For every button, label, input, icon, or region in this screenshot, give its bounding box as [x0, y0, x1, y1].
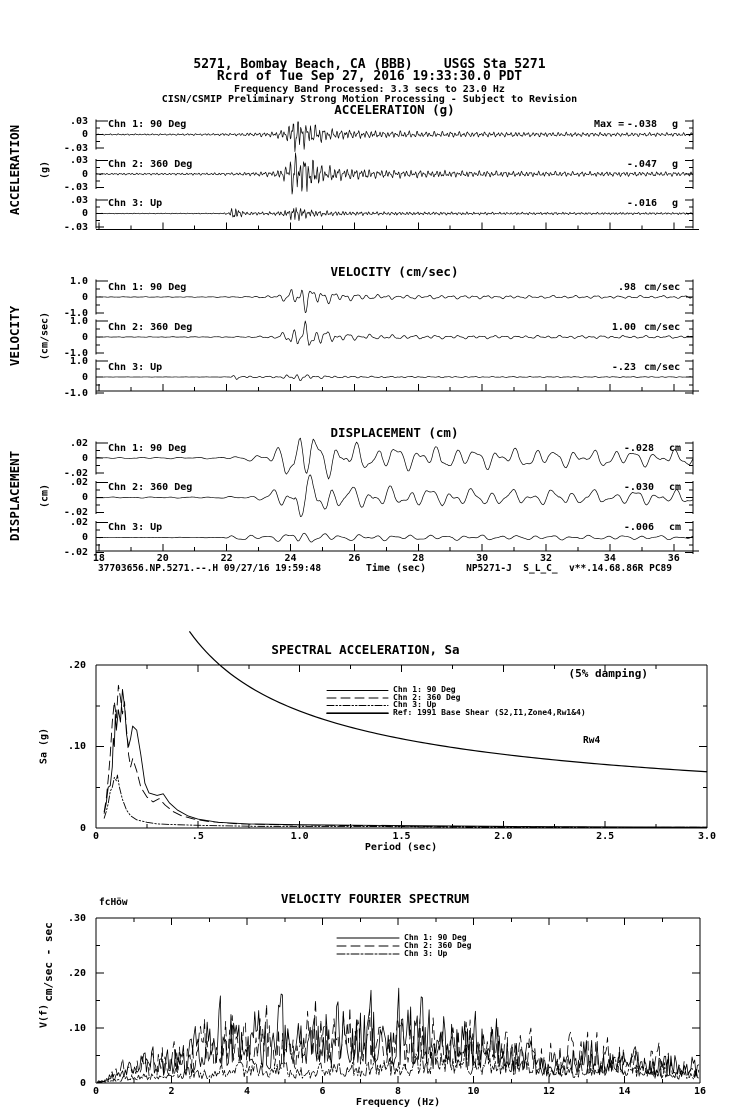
y-tick-label: 0	[81, 291, 88, 303]
fourier-x-tick-label: 2	[168, 1086, 175, 1097]
max-unit: cm	[669, 482, 682, 493]
y-tick-label: -.03	[63, 142, 88, 154]
y-tick-label: 0	[81, 371, 88, 383]
velocity-title: VELOCITY (cm/sec)	[330, 264, 459, 279]
fourier-x-tick-label: 8	[394, 1086, 402, 1097]
max-unit: cm	[669, 442, 682, 454]
max-unit: g	[672, 198, 679, 209]
sa-damping-note: (5% damping)	[568, 667, 648, 680]
y-tick-label: 0	[81, 532, 88, 543]
sa-x-tick-label: 1.5	[392, 831, 411, 842]
fourier-x-tick-label: 14	[618, 1086, 631, 1097]
sa-y-tick-label: 0	[79, 822, 86, 834]
sa-legend-label: Chn 1: 90 Deg	[393, 685, 456, 694]
max-unit: g	[672, 158, 679, 170]
fourier-x-tick-label: 16	[693, 1086, 707, 1097]
x-tick-label: 22	[220, 553, 233, 564]
acceleration-unit-label: (g)	[39, 160, 51, 180]
y-tick-label: 1.0	[69, 275, 88, 287]
sa-x-tick-label: 2.5	[596, 831, 615, 842]
channel-label: Chn 2: 360 Deg	[108, 321, 193, 333]
sa-ylabel: Sa (g)	[38, 727, 50, 765]
max-prefix: Max =	[594, 119, 625, 130]
max-unit: cm/sec	[644, 321, 681, 333]
sa-x-tick-label: 2.0	[494, 831, 513, 842]
max-value: .98	[617, 281, 636, 293]
max-value: -.23	[611, 361, 636, 373]
y-tick-label: 1.0	[69, 315, 88, 327]
time-axis-label: Time (sec)	[365, 563, 427, 574]
y-tick-label: .02	[69, 437, 88, 449]
fourier-ylabel-vf: V(f)	[38, 1003, 50, 1029]
x-tick-label: 34	[603, 553, 616, 564]
y-tick-label: -1.0	[63, 347, 88, 359]
displacement-title: DISPLACEMENT (cm)	[330, 425, 459, 440]
fourier-legend-label: Chn 1: 90 Deg	[404, 932, 467, 942]
max-unit: cm	[669, 522, 682, 533]
x-tick-label: 32	[540, 553, 553, 564]
channel-label: Chn 1: 90 Deg	[108, 119, 187, 130]
channel-label: Chn 3: Up	[108, 361, 163, 373]
max-value: -.016	[626, 198, 657, 209]
header-band-line: Frequency Band Processed: 3.3 secs to 23.0 Hz	[234, 84, 505, 95]
sa-xlabel: Period (sec)	[364, 842, 438, 853]
y-tick-label: -.03	[63, 182, 88, 193]
fourier-y-tick-label: .20	[67, 967, 86, 979]
sa-legend-label: Ref: 1991 Base Shear (S2,I1,Zone4,Rw1&4)	[393, 707, 586, 717]
fourier-legend-label: Chn 2: 360 Deg	[404, 940, 472, 950]
channel-label: Chn 2: 360 Deg	[108, 482, 193, 493]
y-tick-label: -1.0	[63, 387, 88, 399]
fourier-y-tick-label: 0	[79, 1077, 86, 1089]
max-unit: cm/sec	[644, 361, 681, 373]
y-tick-label: -.02	[63, 547, 88, 558]
max-unit: g	[672, 119, 679, 130]
max-unit: cm/sec	[644, 281, 681, 293]
fourier-y-tick-label: .30	[67, 912, 86, 924]
footer-right: NP5271-J S_L_C_ v**.14.68.86R PC89	[466, 563, 672, 574]
max-value: -.028	[623, 442, 654, 454]
header-notice-line: CISN/CSMIP Preliminary Strong Motion Processing - Subject to Revision	[161, 94, 578, 105]
fourier-corner-label: fcHöw	[99, 897, 128, 908]
header-station-line: 5271, Bombay Beach, CA (BBB) USGS Sta 5271	[193, 57, 546, 72]
y-tick-label: 0	[81, 129, 88, 140]
displacement-unit-label: (cm)	[39, 483, 51, 509]
channel-label: Chn 3: Up	[108, 522, 163, 533]
displacement-side-label: DISPLACEMENT	[7, 450, 23, 542]
velocity-unit-label: (cm/sec)	[39, 311, 51, 361]
x-tick-label: 20	[156, 553, 169, 564]
x-tick-label: 24	[284, 553, 297, 564]
y-tick-label: .02	[69, 517, 88, 528]
x-tick-label: 18	[92, 553, 105, 564]
y-tick-label: 0	[81, 208, 88, 219]
velocity-side-label: VELOCITY	[7, 305, 23, 367]
y-tick-label: -1.0	[63, 307, 88, 319]
y-tick-label: 1.0	[69, 355, 88, 367]
sa-annotation-rw4: Rw4	[583, 735, 601, 746]
sa-title: SPECTRAL ACCELERATION, Sa	[271, 642, 460, 657]
y-tick-label: -.03	[63, 221, 88, 233]
max-value: -.038	[626, 119, 657, 130]
x-tick-label: 26	[348, 553, 361, 564]
max-value: 1.00	[611, 321, 636, 333]
y-tick-label: 0	[81, 452, 88, 464]
fourier-x-tick-label: 4	[243, 1086, 251, 1097]
channel-label: Chn 1: 90 Deg	[108, 281, 187, 293]
max-value: -.030	[623, 482, 654, 493]
acceleration-side-label: ACCELERATION	[7, 124, 23, 216]
header-record-line: Rcrd of Tue Sep 27, 2016 19:33:30.0 PDT	[216, 69, 523, 84]
sa-y-tick-label: .20	[67, 659, 86, 671]
sa-legend-label: Chn 3: Up	[393, 700, 437, 709]
y-tick-label: -.02	[63, 467, 88, 479]
x-tick-label: 36	[667, 553, 680, 564]
acceleration-title: ACCELERATION (g)	[334, 102, 455, 117]
y-tick-label: .03	[69, 194, 88, 206]
channel-label: Chn 2: 360 Deg	[108, 158, 193, 170]
y-tick-label: 0	[81, 492, 88, 503]
fourier-x-tick-label: 10	[467, 1086, 480, 1097]
y-tick-label: .02	[69, 477, 88, 488]
fourier-legend-label: Chn 3: Up	[404, 948, 448, 958]
y-tick-label: 0	[81, 168, 88, 180]
y-tick-label: 0	[81, 331, 88, 343]
sa-x-tick-label: .5	[191, 831, 204, 842]
fourier-xlabel: Frequency (Hz)	[355, 1097, 441, 1108]
fourier-x-tick-label: 6	[319, 1086, 326, 1097]
x-tick-label: 30	[476, 553, 489, 564]
fourier-title: VELOCITY FOURIER SPECTRUM	[280, 891, 470, 906]
sa-y-tick-label: .10	[67, 741, 86, 752]
sa-x-tick-label: 1.0	[290, 831, 309, 842]
x-tick-label: 28	[412, 553, 425, 564]
sa-x-tick-label: 3.0	[697, 831, 717, 842]
fourier-ylabel-unit: cm/sec - sec	[41, 922, 55, 1002]
max-value: -.047	[626, 158, 657, 170]
max-value: -.006	[623, 522, 654, 533]
channel-label: Chn 3: Up	[108, 198, 163, 209]
y-tick-label: .03	[69, 155, 88, 166]
y-tick-label: .03	[69, 115, 88, 127]
fourier-x-tick-label: 12	[542, 1086, 556, 1097]
fourier-y-tick-label: .10	[67, 1022, 86, 1034]
fourier-x-tick-label: 0	[92, 1086, 100, 1097]
channel-label: Chn 1: 90 Deg	[108, 442, 187, 454]
y-tick-label: -.02	[63, 507, 88, 518]
footer-left: 37703656.NP.5271.--.H 09/27/16 19:59:48	[98, 563, 322, 574]
sa-legend-label: Chn 2: 360 Deg	[393, 692, 461, 702]
sa-x-tick-label: 0	[92, 831, 100, 842]
